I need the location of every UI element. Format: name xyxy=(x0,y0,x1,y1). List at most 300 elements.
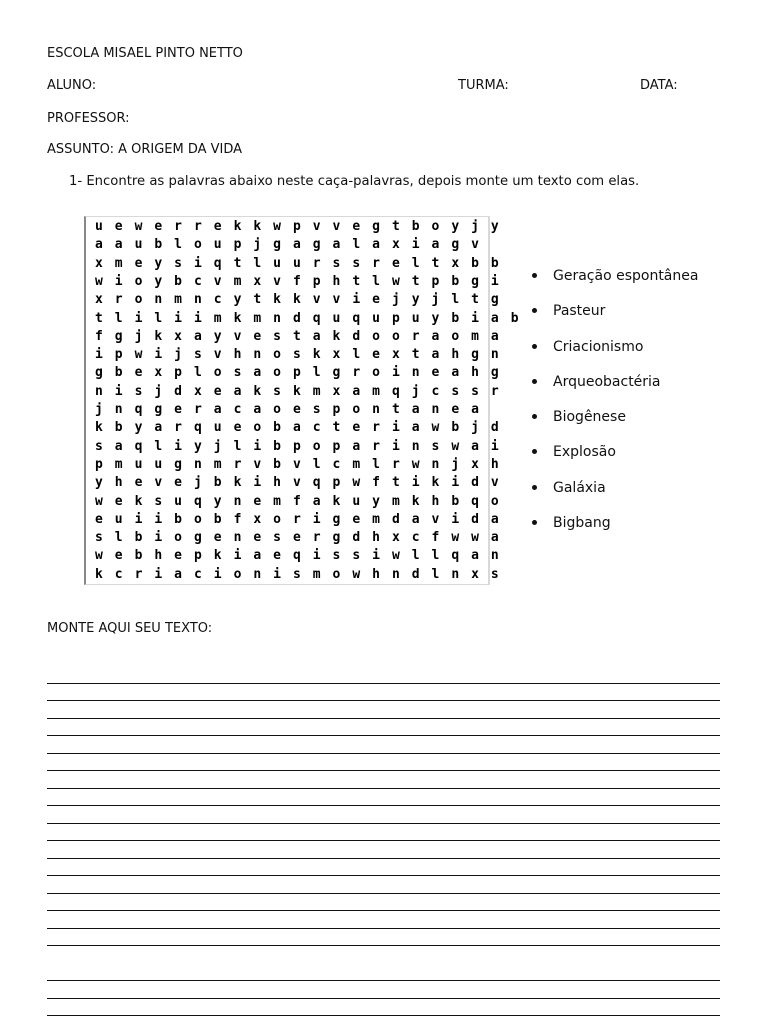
grid-letter: c xyxy=(411,530,420,546)
grid-letter: v xyxy=(490,475,499,491)
writing-line[interactable] xyxy=(47,876,720,894)
word-list-item: Pasteur xyxy=(530,301,698,336)
grid-letter: u xyxy=(114,511,123,527)
grid-letter: v xyxy=(213,347,222,363)
grid-letter: a xyxy=(411,511,420,527)
grid-letter: p xyxy=(332,402,341,417)
grid-row xyxy=(89,401,485,419)
grid-letter: i xyxy=(471,310,479,326)
grid-letter: j xyxy=(471,219,479,234)
grid-letter: d xyxy=(471,475,479,491)
grid-letter: l xyxy=(233,438,242,454)
grid-letter: k xyxy=(411,493,420,509)
grid-letter: l xyxy=(372,456,380,472)
grid-letter: d xyxy=(174,383,182,399)
grid-letter: x xyxy=(391,530,400,546)
grid-letter: p xyxy=(174,365,182,381)
grid-letter: a xyxy=(431,328,440,344)
grid-letter: a xyxy=(490,328,499,344)
grid-letter: y xyxy=(431,310,440,326)
grid-row xyxy=(89,255,505,273)
grid-letter: s xyxy=(332,548,341,564)
teacher-label: PROFESSOR: xyxy=(47,111,130,126)
grid-letter: a xyxy=(411,402,420,417)
grid-letter: y xyxy=(154,273,163,289)
grid-letter: m xyxy=(114,456,123,472)
grid-letter: y xyxy=(372,493,380,509)
grid-letter: j xyxy=(213,438,222,454)
word-list-item: Bigbang xyxy=(530,513,698,548)
grid-row xyxy=(89,364,505,382)
grid-row xyxy=(89,474,505,492)
grid-letter: i xyxy=(154,530,163,546)
writing-line[interactable] xyxy=(47,841,720,859)
grid-letter: g xyxy=(451,237,460,253)
writing-line[interactable] xyxy=(47,684,720,702)
writing-line[interactable] xyxy=(47,946,720,981)
grid-letter: d xyxy=(411,566,420,582)
grid-letter: u xyxy=(134,237,143,253)
grid-letter: i xyxy=(451,475,460,491)
grid-letter: n xyxy=(193,456,202,472)
grid-letter: g xyxy=(174,456,182,472)
grid-letter: t xyxy=(471,292,479,308)
grid-letter: k xyxy=(94,420,103,436)
grid-letter: p xyxy=(292,438,301,454)
writing-line[interactable] xyxy=(47,719,720,737)
grid-letter: j xyxy=(134,328,143,344)
grid-letter: t xyxy=(411,347,420,363)
grid-letter: e xyxy=(233,420,242,436)
grid-letter: s xyxy=(273,383,281,399)
grid-letter: e xyxy=(451,402,460,417)
grid-letter: o xyxy=(451,328,460,344)
grid-letter: y xyxy=(411,292,420,308)
grid-letter: p xyxy=(312,273,321,289)
grid-letter: i xyxy=(154,347,163,363)
grid-letter: c xyxy=(332,456,341,472)
grid-letter: q xyxy=(451,548,460,564)
grid-letter: n xyxy=(411,365,420,381)
grid-letter: o xyxy=(233,566,242,582)
grid-letter: x xyxy=(94,255,103,271)
grid-letter: g xyxy=(490,365,499,381)
grid-letter: e xyxy=(134,475,143,491)
grid-letter: q xyxy=(352,310,361,326)
grid-letter: h xyxy=(471,365,479,381)
grid-letter: r xyxy=(391,456,400,472)
grid-letter: w xyxy=(391,273,400,289)
grid-letter: q xyxy=(471,493,479,509)
grid-letter: k xyxy=(292,292,301,308)
grid-letter: a xyxy=(490,310,499,326)
grid-letter: r xyxy=(372,420,380,436)
grid-letter: g xyxy=(471,347,479,363)
grid-row xyxy=(89,456,505,474)
writing-line[interactable] xyxy=(47,666,720,684)
grid-letter: c xyxy=(114,566,123,582)
grid-letter: a xyxy=(292,420,301,436)
grid-letter: q xyxy=(134,402,143,417)
grid-letter: x xyxy=(451,255,460,271)
grid-letter: t xyxy=(391,219,400,234)
grid-letter: a xyxy=(490,530,499,546)
grid-letter: s xyxy=(312,402,321,417)
grid-letter: a xyxy=(292,237,301,253)
grid-letter: a xyxy=(174,566,182,582)
grid-letter: l xyxy=(154,310,163,326)
grid-letter: q xyxy=(292,548,301,564)
grid-letter: j xyxy=(253,237,262,253)
grid-letter: s xyxy=(134,383,143,399)
grid-letter: x xyxy=(471,566,479,582)
grid-letter: g xyxy=(193,530,202,546)
grid-letter: u xyxy=(273,255,281,271)
grid-letter: s xyxy=(332,255,341,271)
grid-letter: w xyxy=(431,420,440,436)
grid-letter: n xyxy=(411,438,420,454)
grid-letter: w xyxy=(391,548,400,564)
grid-letter: s xyxy=(154,493,163,509)
grid-letter: y xyxy=(490,219,499,234)
grid-letter: j xyxy=(391,292,400,308)
grid-letter: k xyxy=(94,566,103,582)
grid-letter: t xyxy=(352,273,361,289)
grid-letter: v xyxy=(292,475,301,491)
grid-letter: m xyxy=(372,511,380,527)
grid-letter: h xyxy=(233,347,242,363)
grid-letter: x xyxy=(391,347,400,363)
grid-letter: d xyxy=(352,530,361,546)
grid-letter: a xyxy=(431,237,440,253)
grid-row xyxy=(89,328,505,346)
grid-letter: a xyxy=(114,237,123,253)
grid-letter: u xyxy=(332,310,341,326)
grid-letter: o xyxy=(273,347,281,363)
word-list-item: Explosão xyxy=(530,442,698,477)
grid-row xyxy=(89,273,505,291)
grid-letter: a xyxy=(193,328,202,344)
grid-letter: k xyxy=(233,219,242,234)
grid-letter: m xyxy=(312,383,321,399)
grid-letter: q xyxy=(312,310,321,326)
grid-letter: w xyxy=(273,219,281,234)
grid-letter: s xyxy=(94,530,103,546)
grid-letter: n xyxy=(94,383,103,399)
grid-letter: a xyxy=(312,493,321,509)
grid-letter: a xyxy=(372,237,380,253)
grid-letter: m xyxy=(114,255,123,271)
grid-letter: o xyxy=(372,328,380,344)
grid-letter: w xyxy=(352,566,361,582)
grid-letter: i xyxy=(451,511,460,527)
grid-letter: d xyxy=(352,328,361,344)
grid-letter: i xyxy=(391,365,400,381)
word-search-grid xyxy=(84,216,519,585)
grid-letter: l xyxy=(352,347,361,363)
grid-letter: n xyxy=(154,292,163,308)
grid-letter: v xyxy=(332,219,341,234)
grid-letter: j xyxy=(193,475,202,491)
grid-letter: o xyxy=(134,292,143,308)
grid-letter: f xyxy=(94,328,103,344)
grid-letter: h xyxy=(273,475,281,491)
grid-letter: o xyxy=(352,402,361,417)
grid-letter: s xyxy=(431,438,440,454)
class-label: TURMA: xyxy=(458,78,509,93)
grid-letter: l xyxy=(193,365,202,381)
grid-letter: j xyxy=(174,347,182,363)
grid-letter: q xyxy=(193,420,202,436)
grid-letter: a xyxy=(471,438,479,454)
grid-letter: i xyxy=(134,310,143,326)
grid-letter: l xyxy=(312,365,321,381)
grid-letter: e xyxy=(213,383,222,399)
grid-letter: v xyxy=(273,273,281,289)
grid-letter: i xyxy=(273,566,281,582)
grid-letter: i xyxy=(114,383,123,399)
grid-letter: g xyxy=(273,237,281,253)
grid-letter: v xyxy=(253,456,262,472)
grid-letter: f xyxy=(292,273,301,289)
grid-letter: e xyxy=(352,420,361,436)
grid-letter: i xyxy=(233,548,242,564)
grid-letter: c xyxy=(233,402,242,417)
grid-letter: k xyxy=(253,383,262,399)
grid-letter: i xyxy=(134,511,143,527)
writing-line[interactable] xyxy=(47,981,720,999)
grid-letter: k xyxy=(134,493,143,509)
grid-letter: a xyxy=(431,347,440,363)
grid-letter: i xyxy=(372,548,380,564)
grid-letter: w xyxy=(451,438,460,454)
grid-letter: l xyxy=(451,292,460,308)
grid-letter: b xyxy=(213,511,222,527)
writing-line[interactable] xyxy=(47,771,720,789)
grid-letter: w xyxy=(94,273,103,289)
grid-row xyxy=(89,236,485,254)
grid-letter: o xyxy=(431,219,440,234)
grid-letter: r xyxy=(372,438,380,454)
writing-line[interactable] xyxy=(47,701,720,719)
grid-row xyxy=(89,218,505,236)
grid-letter: e xyxy=(253,493,262,509)
grid-letter: l xyxy=(253,255,262,271)
grid-letter: a xyxy=(490,511,499,527)
grid-letter: u xyxy=(352,493,361,509)
grid-letter: g xyxy=(332,365,341,381)
grid-row xyxy=(89,493,505,511)
grid-row xyxy=(89,383,505,401)
grid-letter: y xyxy=(213,328,222,344)
date-label: DATA: xyxy=(640,78,678,93)
grid-letter: r xyxy=(352,365,361,381)
grid-letter: q xyxy=(134,438,143,454)
grid-letter: k xyxy=(431,475,440,491)
grid-letter: b xyxy=(174,511,182,527)
grid-letter: q xyxy=(391,383,400,399)
grid-letter: m xyxy=(253,310,262,326)
grid-letter: g xyxy=(332,511,341,527)
grid-letter: v xyxy=(292,456,301,472)
grid-letter: p xyxy=(332,438,341,454)
grid-letter: m xyxy=(352,456,361,472)
grid-letter: v xyxy=(471,237,479,253)
grid-letter: r xyxy=(490,383,499,399)
grid-letter: m xyxy=(372,383,380,399)
grid-letter: k xyxy=(233,310,242,326)
grid-row xyxy=(89,310,525,328)
grid-letter: v xyxy=(312,219,321,234)
grid-letter: g xyxy=(114,328,123,344)
answer-lines xyxy=(47,666,720,1016)
grid-letter: o xyxy=(193,237,202,253)
grid-letter: y xyxy=(154,255,163,271)
grid-letter: g xyxy=(94,365,103,381)
grid-letter: r xyxy=(233,456,242,472)
writing-line[interactable] xyxy=(47,824,720,842)
writing-line[interactable] xyxy=(47,754,720,772)
grid-letter: r xyxy=(174,420,182,436)
grid-letter: n xyxy=(273,310,281,326)
grid-letter: j xyxy=(94,402,103,417)
grid-letter: w xyxy=(94,493,103,509)
grid-letter: o xyxy=(332,566,341,582)
grid-letter: n xyxy=(391,566,400,582)
grid-letter: x xyxy=(332,347,341,363)
grid-letter: u xyxy=(213,237,222,253)
writing-line[interactable] xyxy=(47,806,720,824)
writing-line[interactable] xyxy=(47,929,720,947)
grid-letter: e xyxy=(213,530,222,546)
grid-letter: u xyxy=(154,456,163,472)
grid-letter: g xyxy=(312,237,321,253)
grid-letter: i xyxy=(490,438,499,454)
grid-letter: c xyxy=(193,273,202,289)
grid-letter: m xyxy=(391,493,400,509)
grid-letter: b xyxy=(451,310,460,326)
writing-line[interactable] xyxy=(47,736,720,754)
grid-letter: l xyxy=(411,548,420,564)
grid-letter: j xyxy=(154,383,163,399)
writing-line[interactable] xyxy=(47,859,720,877)
grid-letter: p xyxy=(431,273,440,289)
subject-line: ASSUNTO: A ORIGEM DA VIDA xyxy=(47,142,243,157)
writing-line[interactable] xyxy=(47,894,720,912)
grid-letter: e xyxy=(431,365,440,381)
grid-letter: a xyxy=(312,328,321,344)
grid-letter: e xyxy=(114,548,123,564)
grid-letter: p xyxy=(391,310,400,326)
grid-letter: a xyxy=(233,383,242,399)
grid-letter: o xyxy=(372,365,380,381)
grid-letter: r xyxy=(174,219,182,234)
writing-line[interactable] xyxy=(47,789,720,807)
grid-letter: p xyxy=(114,347,123,363)
grid-row xyxy=(89,547,505,565)
grid-letter: s xyxy=(292,347,301,363)
grid-letter: a xyxy=(471,402,479,417)
grid-letter: v xyxy=(332,292,341,308)
grid-letter: l xyxy=(431,548,440,564)
grid-letter: a xyxy=(94,237,103,253)
grid-letter: k xyxy=(154,328,163,344)
grid-letter: u xyxy=(213,420,222,436)
grid-letter: o xyxy=(273,365,281,381)
grid-letter: h xyxy=(372,530,380,546)
grid-letter: e xyxy=(253,530,262,546)
grid-letter: e xyxy=(174,475,182,491)
grid-letter: a xyxy=(471,548,479,564)
grid-letter: x xyxy=(253,273,262,289)
grid-letter: g xyxy=(471,273,479,289)
grid-letter: h xyxy=(114,475,123,491)
grid-letter: h xyxy=(490,456,499,472)
grid-letter: x xyxy=(94,292,103,308)
grid-letter: t xyxy=(233,255,242,271)
grid-letter: j xyxy=(411,383,420,399)
grid-letter: w xyxy=(451,530,460,546)
grid-letter: c xyxy=(431,383,440,399)
grid-letter: n xyxy=(431,456,440,472)
grid-letter: x xyxy=(154,365,163,381)
word-list-item: Criacionismo xyxy=(530,337,698,372)
grid-letter: k xyxy=(312,347,321,363)
grid-letter: x xyxy=(471,456,479,472)
grid-letter: x xyxy=(332,383,341,399)
grid-row xyxy=(89,438,505,456)
grid-letter: w xyxy=(94,548,103,564)
student-label: ALUNO: xyxy=(47,78,97,93)
grid-letter: p xyxy=(233,237,242,253)
grid-letter: s xyxy=(352,255,361,271)
grid-letter: r xyxy=(193,402,202,417)
grid-letter: n xyxy=(490,548,499,564)
grid-letter: o xyxy=(213,365,222,381)
grid-letter: t xyxy=(94,310,103,326)
grid-letter: n xyxy=(233,530,242,546)
grid-letter: f xyxy=(233,511,242,527)
grid-letter: t xyxy=(292,328,301,344)
grid-letter: e xyxy=(372,347,380,363)
grid-letter: b xyxy=(451,273,460,289)
grid-letter: s xyxy=(352,548,361,564)
grid-letter: f xyxy=(292,493,301,509)
writing-line[interactable] xyxy=(47,911,720,929)
grid-letter: n xyxy=(431,402,440,417)
grid-letter: h xyxy=(451,347,460,363)
grid-letter: q xyxy=(193,493,202,509)
grid-letter: o xyxy=(174,530,182,546)
grid-letter: s xyxy=(174,255,182,271)
grid-letter: b xyxy=(451,493,460,509)
grid-letter: i xyxy=(391,420,400,436)
grid-letter: m xyxy=(233,273,242,289)
writing-line[interactable] xyxy=(47,999,720,1017)
grid-letter: e xyxy=(174,402,182,417)
grid-letter: n xyxy=(233,493,242,509)
grid-letter: v xyxy=(431,511,440,527)
grid-letter: b xyxy=(154,237,163,253)
grid-letter: w xyxy=(411,456,420,472)
grid-letter: y xyxy=(451,219,460,234)
grid-letter: l xyxy=(312,456,321,472)
grid-letter: l xyxy=(114,530,123,546)
grid-letter: b xyxy=(114,420,123,436)
grid-letter: w xyxy=(134,219,143,234)
grid-letter: r xyxy=(114,292,123,308)
grid-letter: e xyxy=(273,548,281,564)
